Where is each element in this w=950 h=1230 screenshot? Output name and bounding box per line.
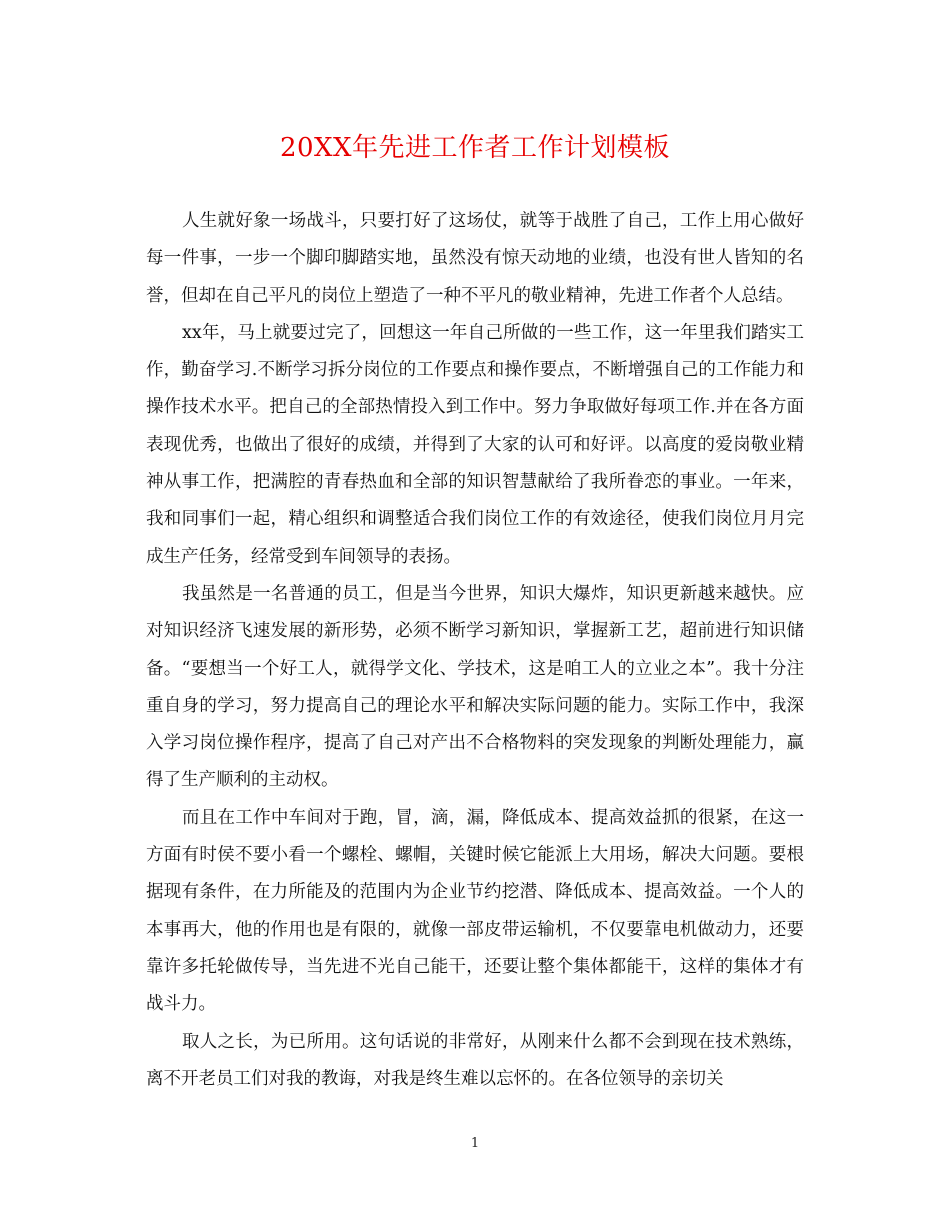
paragraph-5: 取人之长，为已所用。这句话说的非常好，从刚来什么都不会到现在技术熟练，离不开老员工们对我的教诲，对我是终生难以忘怀的。在各位领导的亲切关 (146, 1031, 804, 1089)
page-number: 1 (470, 1136, 480, 1151)
document-body (146, 203, 804, 1098)
paragraph-2: xx年，马上就要过完了，回想这一年自己所做的一些工作，这一年里我们踏实工作，勤奋学习.不断学习拆分岗位的工作要点和操作要点，不断增强自己的工作能力和操作技术水平。把自己的全部热情投入到工作中。努力争取做好每项工作.并在各方面表现优秀，也做出了很好的成绩，并得到了大家的认可和好评。以高度的爱岗敬业精神从事工作，把满腔的青春热血和全部的知识智慧献给了我所眷恋的事业。一年来，我和同事们一起，精心组织和调整适合我们岗位工作的有效途径，使我们岗位月月完成生产任务，经常受到车间领导的表扬。 (146, 322, 804, 567)
paragraph-3: 我虽然是一名普通的员工，但是当今世界，知识大爆炸，知识更新越来越快。应对知识经济飞速发展的新形势，必须不断学习新知识，掌握新工艺，超前进行知识储备。“要想当一个好工人，就得学文化、学技术，这是咱工人的立业之本”。我十分注重自身的学习，努力提高自己的理论水平和解决实际问题的能力。实际工作中，我深入学习岗位操作程序，提高了自己对产出不合格物料的突发现象的判断处理能力，赢得了生产顺利的主动权。 (146, 583, 804, 791)
paragraph-1: 人生就好象一场战斗，只要打好了这场仗，就等于战胜了自己，工作上用心做好每一件事，一步一个脚印脚踏实地，虽然没有惊天动地的业绩，也没有世人皆知的名誉，但却在自己平凡的岗位上塑造了一种不平凡的敬业精神，先进工作者个人总结。 (146, 211, 804, 306)
paragraph-4: 而且在工作中车间对于跑，冒，滴，漏，降低成本、提高效益抓的很紧，在这一方面有时侯不要小看一个螺栓、螺帽，关键时候它能派上大用场，解决大问题。要根据现有条件，在力所能及的范围内为企业节约挖潜、降低成本、提高效益。一个人的本事再大，他的作用也是有限的，就像一部皮带运输机，不仅要靠电机做动力，还要靠许多托轮做传导，当先进不光自己能干，还要让整个集体都能干，这样的集体才有战斗力。 (146, 807, 804, 1015)
document-title: 20XX年先进工作者工作计划模板 (279, 133, 671, 163)
